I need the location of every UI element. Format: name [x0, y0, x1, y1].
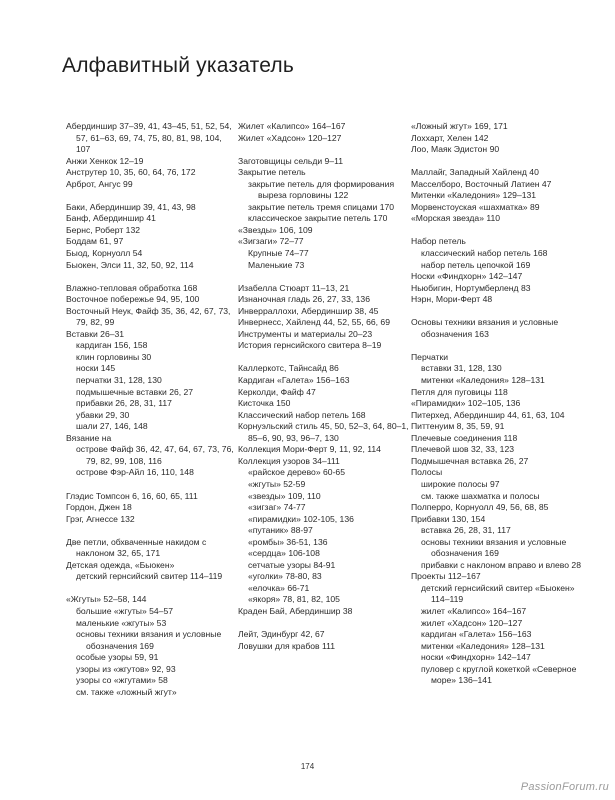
index-entry: Ловушки для крабов 111: [238, 640, 336, 651]
index-gap: [411, 340, 583, 352]
index-entry: Корнуэльский стиль 45, 50, 52–3, 64, 80–1, 85–6, 90, 93, 96–7, 130: [238, 421, 409, 443]
index-entry: Прибавки 130, 154: [411, 513, 486, 524]
index-gap: [238, 144, 410, 156]
index-subentry: закрытие петель для формирования выреза горловины 122: [248, 178, 395, 201]
index-entry: Баки, Абердиншир 39, 41, 43, 98: [66, 201, 196, 212]
index-gap: [411, 225, 583, 237]
index-subentry: шали 27, 146, 148: [76, 421, 148, 432]
index-entry: Плечевой шов 32, 33, 123: [411, 444, 515, 455]
index-subentry: детский гернсийский свитер «Быокен» 114–119: [421, 582, 575, 605]
index-subentry: клин горловины 30: [76, 351, 152, 362]
index-subentry: особые узоры 59, 91: [76, 652, 159, 663]
index-entry: Питтенуим 8, 35, 59, 91: [411, 421, 505, 432]
index-entry: Проекты 112–167: [411, 571, 481, 582]
index-entry: Перчатки: [411, 351, 449, 362]
index-entry: Маллайг, Западный Хайленд 40: [411, 167, 539, 178]
index-subentry: «елочка» 66-71: [248, 582, 310, 593]
index-gap: [66, 271, 238, 283]
index-entry: Восточный Неук, Файф 35, 36, 42, 67, 73, 79, 82, 99: [66, 305, 231, 328]
index-subentry: большие «жгуты» 54–57: [76, 605, 174, 616]
index-entry: Подмышечная вставка 26, 27: [411, 455, 529, 466]
index-gap: [411, 156, 583, 168]
index-entry: Коллекция узоров 34–111: [238, 455, 340, 466]
index-subentry: Крупные 74–77: [248, 248, 309, 259]
index-subentry: основы техники вязания и условные обозначения 169: [76, 629, 222, 651]
index-column-1: [66, 121, 238, 698]
index-entry: «Зигзаги» 72–77: [238, 236, 304, 247]
index-subentry: сетчатые узоры 84-91: [248, 559, 336, 570]
index-entry: Набор петель: [411, 236, 466, 247]
index-entry: Анжи Хенкок 12–19: [66, 155, 144, 166]
index-subentry: жилет «Калипсо» 164–167: [421, 605, 527, 616]
index-entry: Вязание на: [66, 432, 112, 443]
index-entry: Инвернесс, Хайленд 44, 52, 55, 66, 69: [238, 317, 390, 328]
index-subentry: кардиган «Галета» 156–163: [421, 629, 532, 640]
index-subentry: убавки 29, 30: [76, 409, 130, 420]
index-entry: Питерхед, Абердиншир 44, 61, 63, 104: [411, 409, 565, 420]
index-subentry: «пирамидки» 102-105, 136: [248, 513, 354, 524]
index-gap: [66, 525, 238, 537]
index-subentry: закрытие петель тремя спицами 170: [248, 201, 395, 212]
index-entry: Быод, Корнуолл 54: [66, 248, 143, 259]
index-column-2: [238, 121, 410, 652]
index-entry: Абердиншир 37–39, 41, 43–45, 51, 52, 54, 57, 61–63, 69, 74, 75, 80, 81, 98, 104, 107: [66, 121, 232, 155]
index-entry: «Жгуты» 52–58, 144: [66, 594, 147, 605]
index-subentry: классический набор петель 168: [421, 248, 548, 259]
index-subentry: острове Фэр-Айл 16, 110, 148: [76, 467, 194, 478]
index-entry: Каллеркотс, Тайнсайд 86: [238, 363, 339, 374]
index-entry: Петля для пуговицы 118: [411, 386, 508, 397]
index-entry: Глэдис Томпсон 6, 16, 60, 65, 111: [66, 490, 198, 501]
index-entry: Классический набор петель 168: [238, 409, 366, 420]
index-entry: Изнаночная гладь 26, 27, 33, 136: [238, 294, 370, 305]
index-entry: Две петли, обхваченные накидом с наклоном 32, 65, 171: [66, 536, 207, 559]
index-entry: Заготовщицы сельди 9–11: [238, 155, 344, 166]
index-entry: Жилет «Хадсон» 120–127: [238, 132, 342, 143]
index-subentry: митенки «Каледония» 128–131: [421, 640, 545, 651]
index-entry: Жилет «Калипсо» 164–167: [238, 121, 346, 131]
index-subentry: «уголки» 78-80, 83: [248, 571, 322, 582]
index-subentry: «райское дерево» 60-65: [248, 467, 345, 478]
index-subentry: узоры со «жгутами» 58: [76, 675, 168, 686]
index-entry: Изабелла Стюарт 11–13, 21: [238, 282, 350, 293]
index-entry: Вставки 26–31: [66, 328, 125, 339]
index-subentry: узоры из «жгутов» 92, 93: [76, 663, 176, 674]
watermark: PassionForum.ru: [520, 781, 609, 793]
index-entry: Арброт, Ангус 99: [66, 178, 133, 189]
index-subentry: «ромбы» 36-51, 136: [248, 536, 328, 547]
index-entry: Боддам 61, 97: [66, 236, 124, 247]
index-subentry: маленькие «жгуты» 53: [76, 617, 167, 628]
index-subentry: «жгуты» 52-59: [248, 478, 306, 489]
index-subentry: классическое закрытие петель 170: [248, 213, 388, 224]
index-entry: Кардиган «Галета» 156–163: [238, 375, 350, 386]
index-subentry: жилет «Хадсон» 120–127: [421, 617, 523, 628]
index-entry: Ньюбигин, Нортумберленд 83: [411, 282, 531, 293]
index-subentry: вставка 26, 28, 31, 117: [421, 525, 511, 536]
index-subentry: «якоря» 78, 81, 82, 105: [248, 594, 340, 605]
index-subentry: прибавки с наклоном вправо и влево 28: [421, 559, 581, 570]
index-entry: Лейт, Эдинбург 42, 67: [238, 629, 325, 640]
index-subentry: «зигзаг» 74-77: [248, 502, 306, 513]
index-subentry: митенки «Каледония» 128–131: [421, 375, 545, 386]
index-gap: [411, 306, 583, 318]
index-column-3: [411, 121, 583, 687]
index-subentry: широкие полосы 97: [421, 478, 500, 489]
index-entry: Детская одежда, «Быокен»: [66, 559, 175, 570]
index-subentry: носки «Финдхорн» 142–147: [421, 652, 531, 663]
index-subentry: см. также шахматка и полосы: [421, 490, 540, 501]
index-subentry: «путаник» 88-97: [248, 525, 313, 536]
index-subentry: вставки 31, 128, 130: [421, 363, 502, 374]
index-entry: Коллекция Мори-Ферт 9, 11, 92, 114: [238, 444, 381, 455]
index-entry: Керколди, Файф 47: [238, 386, 316, 397]
index-gap: [238, 271, 410, 283]
index-subentry: детский гернсийский свитер 114–119: [76, 571, 223, 582]
index-entry: Полперро, Корнуолл 49, 56, 68, 85: [411, 502, 549, 513]
index-subentry: «сердца» 106-108: [248, 548, 320, 559]
index-entry: Грэг, Агнессе 132: [66, 513, 135, 524]
index-entry: Гордон, Джен 18: [66, 502, 132, 513]
index-entry: Полосы: [411, 467, 443, 478]
index-entry: Закрытие петель: [238, 167, 306, 178]
index-entry: Митенки «Каледония» 129–131: [411, 190, 537, 201]
page-title: Алфавитный указатель: [62, 54, 294, 77]
index-subentry: «звезды» 109, 110: [248, 490, 321, 501]
index-gap: [66, 479, 238, 491]
index-entry: Краден Бай, Абердиншир 38: [238, 605, 353, 616]
index-entry: «Звезды» 106, 109: [238, 224, 313, 235]
index-gap: [66, 583, 238, 595]
index-entry: Анструтер 10, 35, 60, 64, 76, 172: [66, 167, 196, 178]
index-entry: Бернс, Роберт 132: [66, 224, 141, 235]
index-entry: Нэрн, Мори-Ферт 48: [411, 294, 493, 305]
index-subentry: пуловер с круглой кокеткой «Северное море» 136–141: [421, 663, 577, 686]
index-gap: [66, 190, 238, 202]
index-entry: Основы техники вязания и условные обозначения 163: [411, 317, 559, 339]
index-entry: Инверраллохи, Абердиншир 38, 45: [238, 305, 379, 316]
index-subentry: кардиган 156, 158: [76, 340, 148, 351]
index-subentry: подмышечные вставки 26, 27: [76, 386, 194, 397]
index-entry: Морвенстоуская «шахматка» 89: [411, 201, 540, 212]
index-entry: «Морская звезда» 110: [411, 213, 501, 224]
index-subentry: перчатки 31, 128, 130: [76, 375, 162, 386]
index-subentry: Маленькие 73: [248, 259, 305, 270]
index-gap: [238, 618, 410, 630]
index-entry: Носки «Финдхорн» 142–147: [411, 271, 523, 282]
index-entry: Инструменты и материалы 20–23: [238, 328, 373, 339]
index-subentry: основы техники вязания и условные обозначения 169: [421, 536, 567, 559]
index-entry: Влажно-тепловая обработка 168: [66, 282, 198, 293]
index-entry: Лоххарт, Хелен 142: [411, 132, 489, 143]
index-entry: «Пирамидки» 102–105, 136: [411, 398, 521, 409]
index-subentry: набор петель цепочкой 169: [421, 259, 531, 270]
index-entry: Кисточка 150: [238, 398, 291, 409]
index-entry: Плечевые соединения 118: [411, 432, 518, 443]
index-entry: Лоо, Маяк Эдистон 90: [411, 144, 500, 155]
index-entry: Восточное побережье 94, 95, 100: [66, 294, 200, 305]
page-number: 174: [300, 762, 315, 771]
index-gap: [238, 352, 410, 364]
index-subentry: носки 145: [76, 363, 116, 374]
index-entry: «Ложный жгут» 169, 171: [411, 121, 508, 131]
index-subentry: см. также «ложный жгут»: [76, 686, 177, 697]
index-subentry: прибавки 26, 28, 31, 117: [76, 398, 172, 409]
index-entry: Быокен, Элси 11, 32, 50, 92, 114: [66, 259, 194, 270]
index-subentry: острове Файф 36, 42, 47, 64, 67, 73, 76, 79, 82, 99, 108, 116: [76, 444, 234, 466]
index-entry: История гернсийского свитера 8–19: [238, 340, 382, 351]
index-entry: Масселборо, Восточный Латиен 47: [411, 178, 552, 189]
index-entry: Банф, Абердиншир 41: [66, 213, 156, 224]
